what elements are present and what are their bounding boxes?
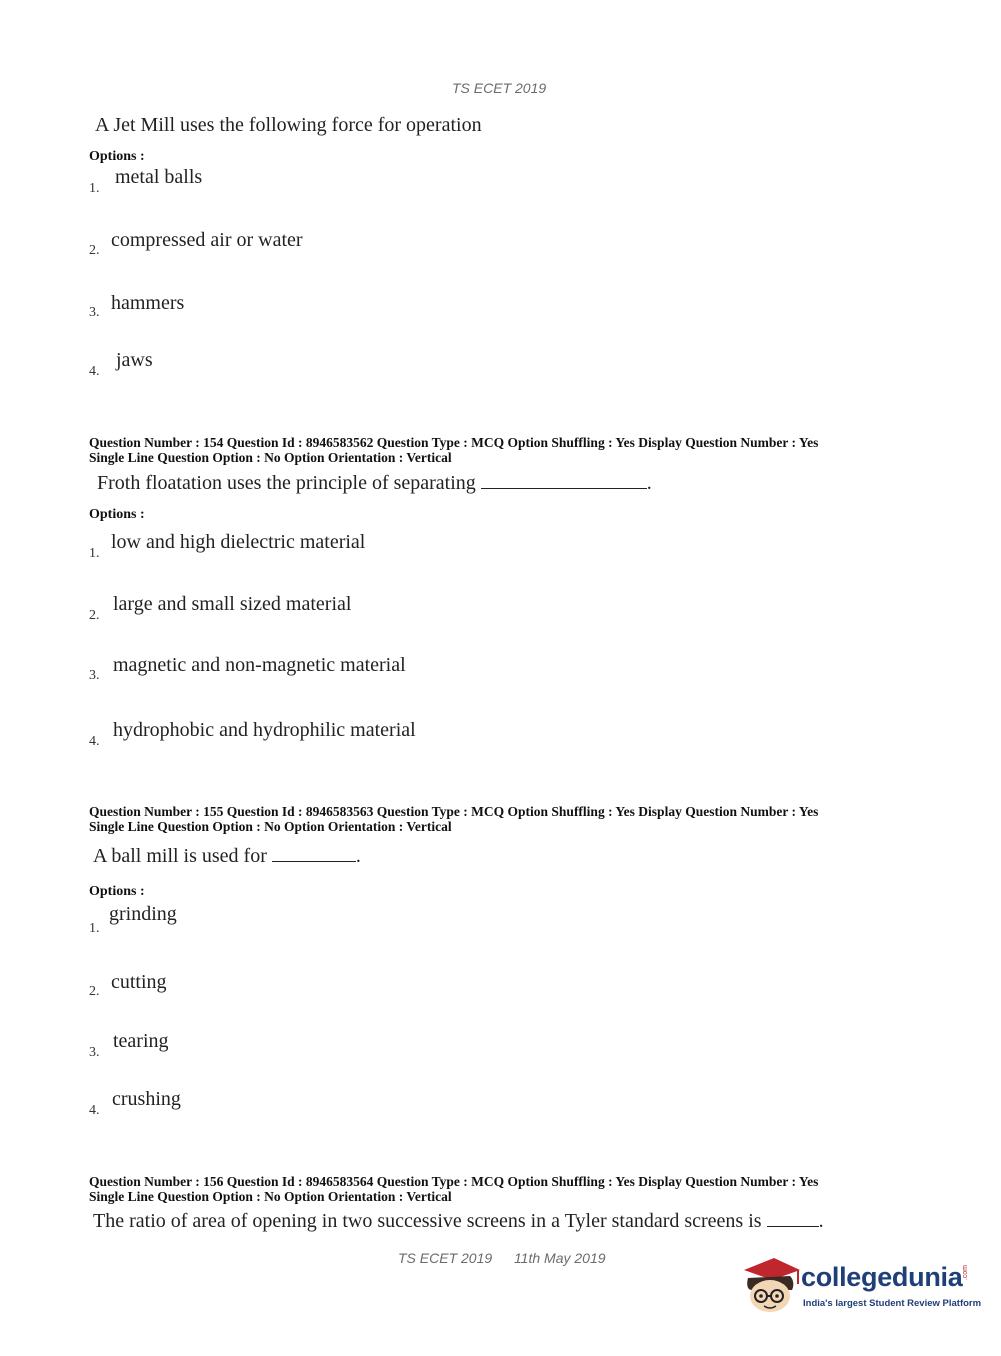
footer-exam: TS ECET 2019 [398,1250,493,1266]
option-text: jaws [116,349,153,371]
question-meta-line2: Single Line Question Option : No Option Orientation : Vertical [89,450,452,465]
question-meta-line1: Question Number : 154 Question Id : 8946583562 Question Type : MCQ Option Shuffling : Yes Display Question Number : Yes [89,435,819,450]
option-number: 3. [89,305,100,320]
question-text-body: A ball mill is used for [93,845,267,867]
question-meta-line1: Question Number : 155 Question Id : 8946583563 Question Type : MCQ Option Shuffling : Yes Display Question Number : Yes [89,804,819,819]
option-text: tearing [113,1030,169,1052]
question-text-end: . [818,1210,824,1232]
option-text: low and high dielectric material [111,531,366,553]
logo-tagline: India's largest Student Review Platform [803,1298,982,1309]
collegedunia-logo [740,1250,982,1320]
option-text: hammers [111,292,185,314]
question-text [93,1210,824,1233]
footer-date: 11th May 2019 [513,1250,606,1266]
question-meta-line1: Question Number : 156 Question Id : 8946583564 Question Type : MCQ Option Shuffling : Yes Display Question Number : Yes [89,1174,819,1189]
option-number: 2. [89,243,100,258]
answer-blank [481,487,647,489]
option-text: crushing [112,1088,181,1110]
option-number: 3. [89,668,100,683]
question-text [97,472,652,495]
answer-blank [272,860,356,862]
option-number: 3. [89,1045,100,1060]
question-meta-line2: Single Line Question Option : No Option Orientation : Vertical [89,819,452,834]
option-text: cutting [111,971,167,993]
options-label: Options : [89,507,145,522]
question-text-body: The ratio of area of opening in two successive screens in a Tyler standard screens is [93,1210,762,1232]
option-text: large and small sized material [113,593,352,615]
question-text-body: Froth floatation uses the principle of separating [97,472,476,494]
option-number: 4. [89,734,100,749]
option-text: metal balls [115,166,203,188]
options-label: Options : [89,884,145,899]
question-text-end: . [355,845,361,867]
option-text: compressed air or water [111,229,303,251]
options-label: Options : [89,149,145,164]
option-number: 1. [89,181,100,196]
question-text: A Jet Mill uses the following force for operation [95,114,482,136]
logo-brand: collegedunia [801,1262,963,1292]
option-text: magnetic and non-magnetic material [113,654,406,676]
footer [398,1250,606,1266]
option-number: 1. [89,921,100,936]
option-text: grinding [109,903,177,925]
question-meta-line2: Single Line Question Option : No Option Orientation : Vertical [89,1189,452,1204]
option-number: 4. [89,364,100,379]
question-text [93,845,361,868]
answer-blank [767,1225,819,1227]
option-number: 1. [89,546,100,561]
page-header-title: TS ECET 2019 [452,80,547,96]
logo-suffix: .com [962,1265,969,1281]
student-mascot-icon [740,1250,802,1316]
option-number: 2. [89,984,100,999]
option-number: 2. [89,608,100,623]
option-number: 4. [89,1103,100,1118]
question-text-end: . [646,472,652,494]
option-text: hydrophobic and hydrophilic material [113,719,416,741]
